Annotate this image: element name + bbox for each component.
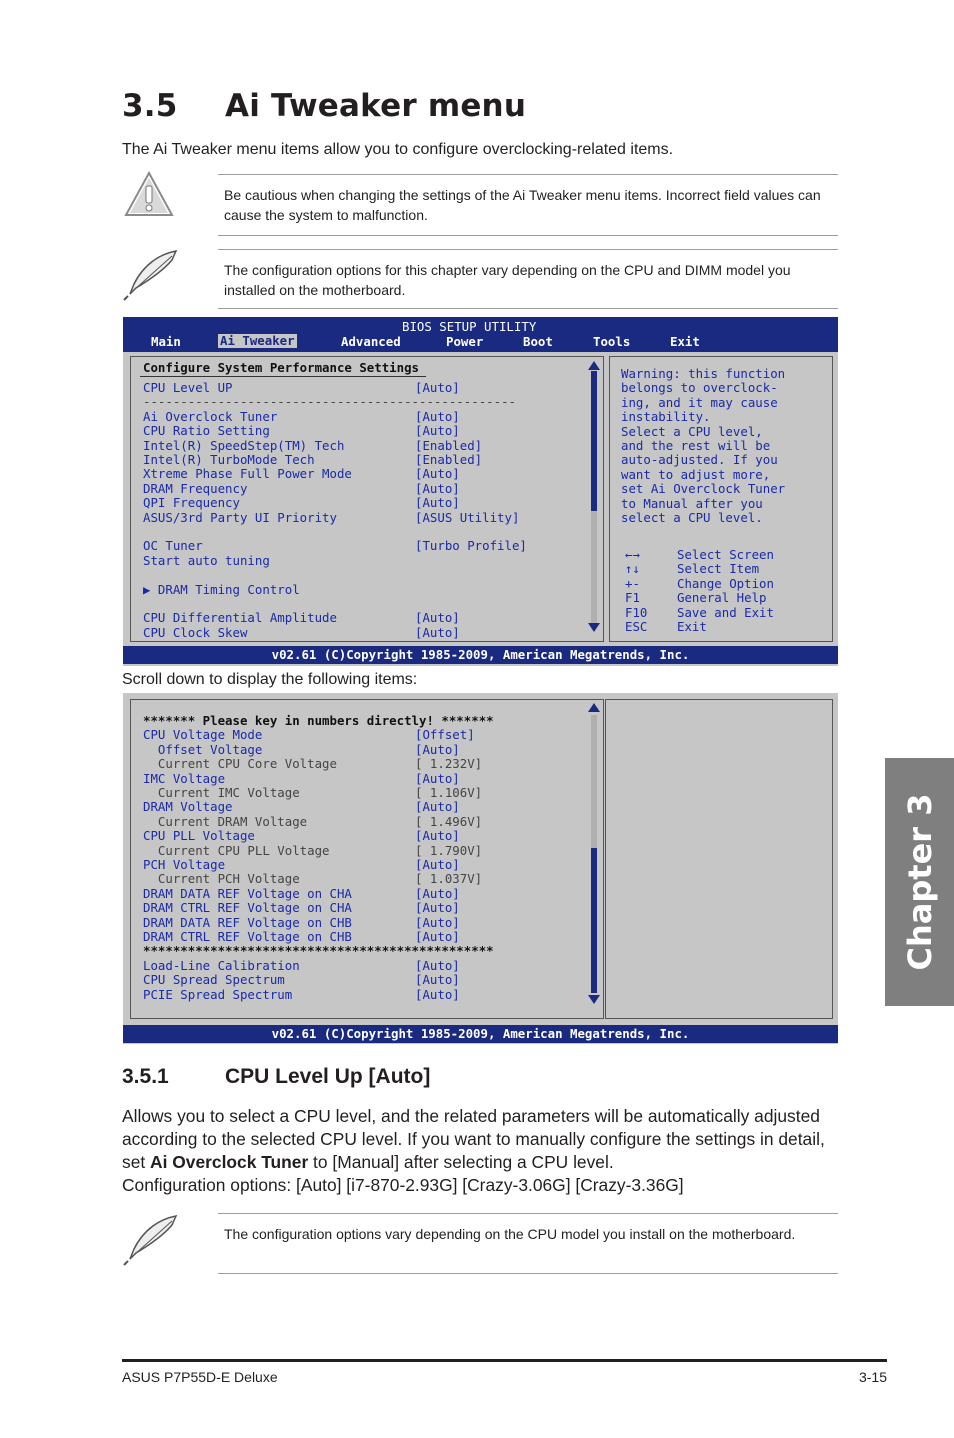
- bios2-item-label[interactable]: DRAM DATA REF Voltage on CHA: [143, 885, 352, 901]
- bios-key-action: Select Screen: [677, 547, 774, 562]
- bios-item-value[interactable]: [Auto]: [415, 480, 460, 496]
- bios-item-label[interactable]: CPU Ratio Setting: [143, 423, 270, 439]
- body-paragraph: [122, 1105, 842, 1174]
- bios2-item-label: Current PCH Voltage: [143, 871, 300, 887]
- section-title: Ai Tweaker menu: [225, 88, 527, 124]
- bios2-item-value[interactable]: [Auto]: [415, 799, 460, 815]
- bios-key-action: Save and Exit: [677, 604, 774, 620]
- bios2-item-value: [ 1.232V]: [415, 756, 483, 772]
- divider: [218, 1213, 838, 1214]
- bios2-item-label: Current DRAM Voltage: [143, 813, 308, 829]
- bios-help-line: auto-adjusted. If you: [621, 452, 778, 468]
- bios-item-label[interactable]: CPU Level UP: [143, 380, 233, 395]
- bios2-item-value: [ 1.037V]: [415, 871, 483, 887]
- body-text: Allows you to select a CPU level, and the related parameters will be automatically adjusted according to the selected CPU level. If you want to manually configure the settings in detail, set: [122, 1106, 825, 1172]
- bios-help-line: set Ai Overclock Tuner: [621, 481, 786, 497]
- bios-help-line: belongs to overclock-: [621, 380, 778, 396]
- bios-item-label[interactable]: Intel(R) TurboMode Tech: [143, 452, 315, 467]
- bios2-item-label[interactable]: CPU Voltage Mode: [143, 727, 263, 743]
- bios-item-value[interactable]: [Auto]: [415, 610, 460, 626]
- bios-item-value[interactable]: [Auto]: [415, 408, 460, 424]
- bios-item-value[interactable]: [Enabled]: [415, 437, 483, 453]
- bios-section-title: Configure System Performance Settings: [143, 360, 420, 375]
- bios-key: ESC: [625, 619, 648, 634]
- tab-advanced[interactable]: Advanced: [341, 334, 401, 349]
- bios2-item-label[interactable]: PCIE Spread Spectrum: [143, 986, 293, 1002]
- bios-help-line: want to adjust more,: [621, 466, 771, 482]
- bios-help-line: to Manual after you: [621, 495, 763, 511]
- footer-product: ASUS P7P55D-E Deluxe: [122, 1369, 278, 1385]
- tab-boot[interactable]: Boot: [523, 334, 553, 349]
- bios2-item-value[interactable]: [Auto]: [415, 914, 460, 930]
- warning-icon: [124, 170, 174, 218]
- tab-main[interactable]: Main: [151, 334, 181, 349]
- bios2-item-value: [ 1.106V]: [415, 785, 483, 800]
- bios2-item-label[interactable]: DRAM CTRL REF Voltage on CHA: [143, 900, 352, 916]
- bios-item-value[interactable]: [Auto]: [415, 466, 460, 482]
- bios-key: F1: [625, 590, 640, 606]
- bios-item-label[interactable]: Start auto tuning: [143, 552, 270, 568]
- subsection-text: CPU Level Up [Auto]: [225, 1065, 431, 1088]
- scroll-down-icon[interactable]: [588, 623, 600, 632]
- divider: [218, 249, 838, 250]
- bios-item-label[interactable]: CPU Clock Skew: [143, 624, 248, 640]
- quill-pen-icon: [122, 1213, 180, 1267]
- note-text: The configuration options for this chapter vary depending on the CPU and DIMM model you installed on the motherboard.: [224, 262, 791, 298]
- bios-item-value[interactable]: [Turbo Profile]: [415, 538, 527, 554]
- tab-exit[interactable]: Exit: [670, 334, 700, 349]
- bios2-item-label: ***********************************************: [143, 943, 494, 959]
- tab-tools[interactable]: Tools: [593, 334, 631, 349]
- bios2-item-value[interactable]: [Offset]: [415, 727, 475, 743]
- divider: [218, 308, 838, 309]
- bios-key-action: General Help: [677, 590, 767, 606]
- bios-key-action: Select Item: [677, 561, 760, 577]
- scroll-up-icon[interactable]: [588, 703, 600, 712]
- bios-item-value[interactable]: [Auto]: [415, 423, 460, 439]
- bios2-item-value[interactable]: [Auto]: [415, 929, 460, 944]
- bios2-item-value: [ 1.790V]: [415, 842, 483, 858]
- bios-item-value[interactable]: [Auto]: [415, 624, 460, 640]
- bios-help-pane-2: [605, 699, 833, 1019]
- bios2-item-label[interactable]: DRAM CTRL REF Voltage on CHB: [143, 929, 352, 944]
- bios-title: BIOS SETUP UTILITY: [402, 319, 537, 334]
- bios-key: F10: [625, 604, 648, 620]
- footer-rule: [122, 1359, 887, 1362]
- scrollbar-thumb[interactable]: [591, 371, 597, 511]
- bios2-item-label: Current CPU Core Voltage: [143, 756, 337, 772]
- bios-item-label[interactable]: Intel(R) SpeedStep(TM) Tech: [143, 437, 345, 453]
- tab-power[interactable]: Power: [446, 334, 484, 349]
- bios2-item-value: [ 1.496V]: [415, 813, 483, 829]
- bios2-item-label[interactable]: PCH Voltage: [143, 857, 226, 872]
- bios-item-label[interactable]: ASUS/3rd Party UI Priority: [143, 509, 337, 525]
- bios-menu-bar: [123, 317, 838, 352]
- bios-copyright: v02.61 (C)Copyright 1985-2009, American Megatrends, Inc.: [123, 646, 838, 664]
- bios2-item-label: Current IMC Voltage: [143, 785, 300, 800]
- bios-item-value[interactable]: [Auto]: [415, 380, 460, 395]
- bios-help-line: and the rest will be: [621, 438, 771, 453]
- scroll-down-icon[interactable]: [588, 995, 600, 1004]
- bios2-item-value[interactable]: [Auto]: [415, 986, 460, 1002]
- bios-help-line: Select a CPU level,: [621, 423, 763, 439]
- bios2-item-label[interactable]: CPU Spread Spectrum: [143, 972, 285, 988]
- scroll-up-icon[interactable]: [588, 361, 600, 370]
- bios-key-action: Exit: [677, 619, 707, 634]
- tab-ai-tweaker[interactable]: Ai Tweaker: [220, 333, 295, 348]
- bios2-item-value[interactable]: [Auto]: [415, 972, 460, 988]
- bios2-item-label[interactable]: CPU PLL Voltage: [143, 828, 255, 844]
- quill-pen-icon: [122, 248, 180, 302]
- bios-key: ↑↓: [625, 561, 640, 577]
- bios-help-line: Warning: this function: [621, 366, 786, 381]
- bios2-item-value[interactable]: [Auto]: [415, 770, 460, 786]
- bios-item-value[interactable]: [ASUS Utility]: [415, 509, 520, 525]
- bios2-item-label: Current CPU PLL Voltage: [143, 842, 330, 858]
- page-title: [122, 88, 526, 124]
- caution-text: Be cautious when changing the settings of the Ai Tweaker menu items. Incorrect field values can cause the system to malfunction.: [224, 187, 821, 223]
- bios-help-line: ing, and it may cause: [621, 394, 778, 410]
- bios-item-label[interactable]: Xtreme Phase Full Power Mode: [143, 466, 352, 482]
- bios2-item-value[interactable]: [Auto]: [415, 957, 460, 973]
- bios2-item-label: ******* Please key in numbers directly! *******: [143, 713, 494, 728]
- bios2-item-label[interactable]: DRAM Voltage: [143, 799, 233, 815]
- body-bold: Ai Overclock Tuner: [150, 1152, 309, 1172]
- bios-key-action: Change Option: [677, 575, 774, 591]
- bios2-item-value[interactable]: [Auto]: [415, 741, 460, 757]
- bios-help-line: select a CPU level.: [621, 510, 763, 525]
- config-options: Configuration options: [Auto] [i7-870-2.93G] [Crazy-3.06G] [Crazy-3.36G]: [122, 1175, 684, 1195]
- body-text: to [Manual] after selecting a CPU level.: [308, 1152, 614, 1172]
- divider: [140, 376, 426, 377]
- page-number: 3-15: [858, 1369, 887, 1385]
- bios-key: +-: [625, 575, 640, 591]
- chapter-label: Chapter 3: [900, 793, 939, 971]
- intro-text: The Ai Tweaker menu items allow you to configure overclocking-related items.: [122, 141, 674, 158]
- bios-item-value[interactable]: [Auto]: [415, 495, 460, 511]
- bios2-item-value[interactable]: [Auto]: [415, 857, 460, 872]
- subsection-title: [122, 1065, 430, 1089]
- bios-item-label[interactable]: Ai Overclock Tuner: [143, 408, 278, 424]
- divider: [218, 174, 838, 175]
- bios2-item-label[interactable]: Offset Voltage: [143, 741, 263, 757]
- chapter-tab: [885, 758, 954, 1006]
- bios2-item-label[interactable]: Load-Line Calibration: [143, 957, 300, 973]
- divider: [218, 235, 838, 236]
- bios2-item-value[interactable]: [Auto]: [415, 900, 460, 916]
- bios2-item-value[interactable]: [Auto]: [415, 885, 460, 901]
- scrollbar-thumb[interactable]: [591, 848, 597, 993]
- section-number: 3.5: [122, 88, 178, 124]
- bios-item-label[interactable]: CPU Differential Amplitude: [143, 610, 337, 626]
- bios-copyright-2: v02.61 (C)Copyright 1985-2009, American Megatrends, Inc.: [123, 1025, 838, 1043]
- bios-item-label: --------------------------------------------------: [143, 394, 516, 410]
- bios-help-line: instability.: [621, 409, 711, 425]
- note-text-2: The configuration options vary depending on the CPU model you install on the motherboard.: [224, 1226, 796, 1242]
- bios-key: ←→: [625, 547, 640, 562]
- bios2-item-label[interactable]: IMC Voltage: [143, 770, 226, 786]
- divider: [218, 1273, 838, 1274]
- bios-item-label[interactable]: OC Tuner: [143, 538, 203, 554]
- bios-item-label[interactable]: ▶ DRAM Timing Control: [143, 581, 300, 597]
- bios2-item-label[interactable]: DRAM DATA REF Voltage on CHB: [143, 914, 352, 930]
- bios-item-value[interactable]: [Enabled]: [415, 452, 483, 467]
- subsection-number: 3.5.1: [122, 1065, 169, 1088]
- bios-item-label[interactable]: DRAM Frequency: [143, 480, 248, 496]
- bios-item-label[interactable]: QPI Frequency: [143, 495, 240, 511]
- bios2-item-value[interactable]: [Auto]: [415, 828, 460, 844]
- scroll-caption: Scroll down to display the following items:: [122, 671, 418, 688]
